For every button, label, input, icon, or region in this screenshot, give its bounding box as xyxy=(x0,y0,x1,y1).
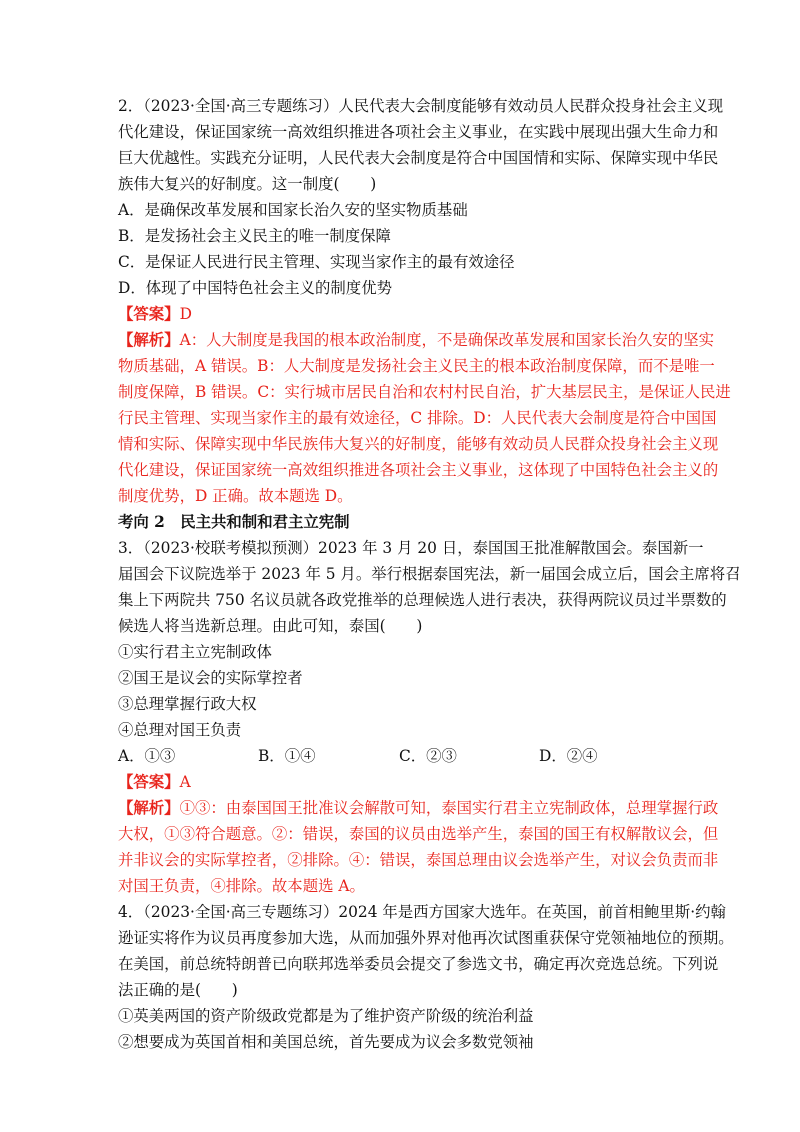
q3-analysis-line xyxy=(118,798,718,818)
q3-item: ④总理对国王负责 xyxy=(118,721,242,739)
q4-stem-line: 法正确的是( ) xyxy=(118,981,238,999)
q3-analysis-line: 对国王负责，④排除。故本题选 A。 xyxy=(118,877,365,895)
answer-tag: 【答案】 xyxy=(118,773,180,791)
q3-analysis-line: 并非议会的实际掌控者，②排除。④：错误，泰国总理由议会选举产生，对议会负责而非 xyxy=(118,851,719,869)
q3-choice-d: D．②④ xyxy=(539,747,598,765)
q2-analysis-line: 制度保障，B 错误。C：实行城市居民自治和农村村民自治，扩大基层民主，是保证人民进 xyxy=(118,383,731,401)
q3-choices xyxy=(118,746,658,766)
q3-item: ②国王是议会的实际掌控者 xyxy=(118,669,303,687)
q2-stem-line: 巨大优越性。实践充分证明，人民代表大会制度是符合中国国情和实际、保障实现中华民 xyxy=(118,149,719,167)
q3-choice-b: B．①④ xyxy=(258,747,316,765)
q3-choice-a: A．①③ xyxy=(118,747,176,765)
q4-stem-line: 逊证实将作为议员再度参加大选，从而加强外界对他再次试图重获保守党领袖地位的预期。 xyxy=(118,929,734,947)
q2-option-c: C．是保证人民进行民主管理、实现当家作主的最有效途径 xyxy=(118,253,515,271)
q3-choice-c: C．②③ xyxy=(399,747,457,765)
q2-stem-line: 代化建设，保证国家统一高效组织推进各项社会主义事业，在实践中展现出强大生命力和 xyxy=(118,123,719,141)
q2-analysis-line: 制度优势，D 正确。故本题选 D。 xyxy=(118,487,353,505)
q2-answer xyxy=(118,304,192,324)
q2-analysis-line: 代化建设，保证国家统一高效组织推进各项社会主义事业，这体现了中国特色社会主义的 xyxy=(118,461,719,479)
answer-value: D xyxy=(179,305,192,323)
analysis-text: ①③：由泰国国王批准议会解散可知，泰国实行君主立宪制政体，总理掌握行政 xyxy=(179,799,719,817)
analysis-tag: 【解析】 xyxy=(118,331,180,349)
q4-stem-line: 在美国，前总统特朗普已向联邦选举委员会提交了参选文书，确定再次竞选总统。下列说 xyxy=(118,955,719,973)
q4-item: ②想要成为英国首相和美国总统，首先要成为议会多数党领袖 xyxy=(118,1033,534,1051)
answer-tag: 【答案】 xyxy=(118,305,180,323)
q3-stem-line: 集上下两院共 750 名议员就各政党推举的总理候选人进行表决，获得两院议员过半票数的 xyxy=(118,591,727,609)
q3-answer xyxy=(118,772,191,792)
q2-stem-line: 2．（2023·全国·高三专题练习）人民代表大会制度能够有效动员人民群众投身社会主义现 xyxy=(118,97,724,115)
section-heading: 考向 2 民主共和制和君主立宪制 xyxy=(118,513,350,531)
q2-option-b: B．是发扬社会主义民主的唯一制度保障 xyxy=(118,227,391,245)
q3-stem-line: 候选人将当选新总理。由此可知，泰国( ) xyxy=(118,617,423,635)
q2-analysis-line: 情和实际、保障实现中华民族伟大复兴的好制度，能够有效动员人民群众投身社会主义现 xyxy=(118,435,719,453)
q2-analysis-line: 行民主管理、实现当家作主的最有效途径，C 排除。D：人民代表大会制度是符合中国国 xyxy=(118,409,717,427)
q3-item: ①实行君主立宪制政体 xyxy=(118,643,272,661)
q3-stem-line: 3．（2023·校联考模拟预测）2023 年 3 月 20 日，泰国国王批准解散国会。泰国新一 xyxy=(118,539,704,557)
analysis-tag: 【解析】 xyxy=(118,799,180,817)
q3-item: ③总理掌握行政大权 xyxy=(118,695,257,713)
q3-analysis-line: 大权，①③符合题意。②：错误，泰国的议员由选举产生，泰国的国王有权解散议会，但 xyxy=(118,825,719,843)
answer-value: A xyxy=(179,773,191,791)
q4-item: ①英美两国的资产阶级政党都是为了维护资产阶级的统治利益 xyxy=(118,1007,534,1025)
q2-analysis-line xyxy=(118,330,714,350)
q2-option-d: D．体现了中国特色社会主义的制度优势 xyxy=(118,279,392,297)
q2-stem-line: 族伟大复兴的好制度。这一制度( ) xyxy=(118,175,377,193)
q4-stem-line: 4．（2023·全国·高三专题练习）2024 年是西方国家大选年。在英国，前首相鲍里斯·约翰 xyxy=(118,903,726,921)
analysis-text: A：人大制度是我国的根本政治制度，不是确保改革发展和国家长治久安的坚实 xyxy=(179,331,714,349)
q2-analysis-line: 物质基础，A 错误。B：人大制度是发扬社会主义民主的根本政治制度保障，而不是唯一 xyxy=(118,357,715,375)
q2-option-a: A．是确保改革发展和国家长治久安的坚实物质基础 xyxy=(118,201,468,219)
q3-stem-line: 届国会下议院选举于 2023 年 5 月。举行根据泰国宪法，新一届国会成立后，国会主席将召 xyxy=(118,565,741,583)
